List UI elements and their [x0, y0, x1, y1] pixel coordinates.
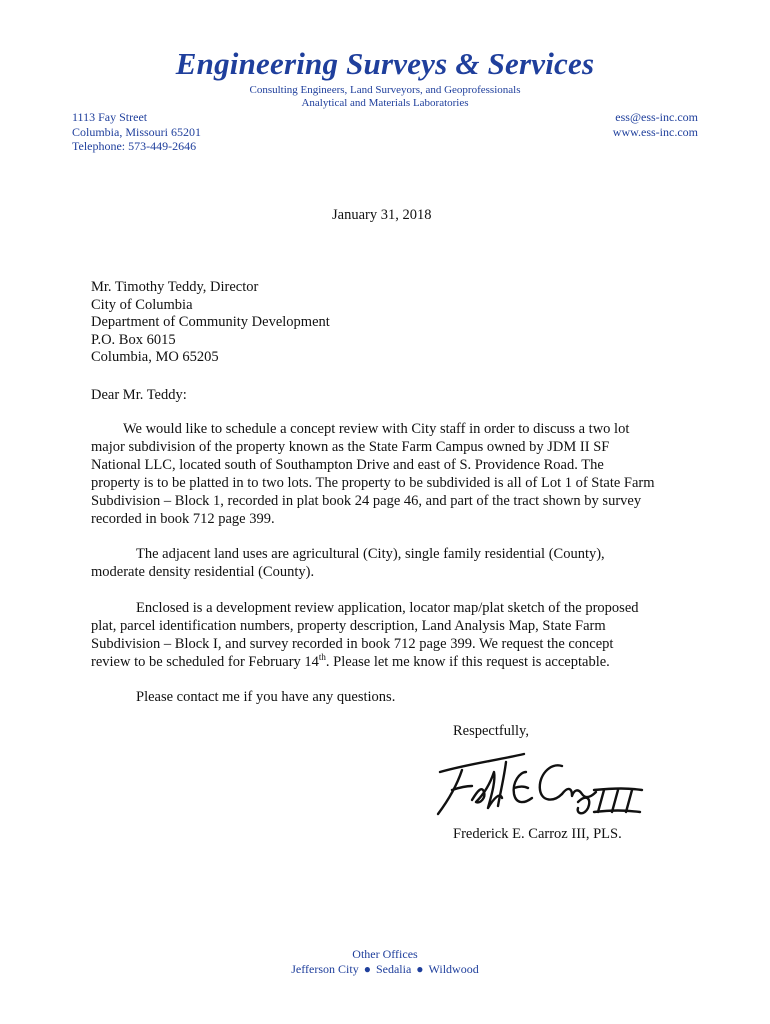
ordinal-suffix: th — [318, 652, 326, 663]
office-wildwood: Wildwood — [428, 962, 479, 976]
text-line-content: The adjacent land uses are agricultural (City), single family residential (County), — [136, 546, 605, 562]
office-sedalia: Sedalia — [375, 962, 412, 976]
recipient-po-box: P.O. Box 6015 — [91, 331, 176, 348]
company-name: Engineering Surveys & Services — [175, 46, 595, 81]
body-paragraph-2 — [91, 545, 691, 581]
text-line: property is to be platted in to two lots. The property to be subdivided is all of Lot 1 of State Farm — [91, 475, 655, 491]
text-line: major subdivision of the property known as the State Farm Campus owned by JDM II SF — [91, 439, 610, 455]
text-line-content: Please contact me if you have any questions. — [136, 689, 396, 705]
recipient-city: Columbia, MO 65205 — [91, 349, 219, 366]
text-line: plat, parcel identification numbers, property description, Land Analysis Map, State Farm — [91, 618, 606, 634]
company-tagline: Consulting Engineers, Land Surveyors, and Geoprofessionals — [249, 84, 521, 96]
bullet-icon: ● — [416, 962, 424, 976]
address-street: 1113 Fay Street — [72, 110, 148, 124]
closing: Respectfully, — [453, 723, 529, 739]
address-city: Columbia, Missouri 65201 — [72, 124, 202, 139]
text-line: moderate density residential (County). — [91, 564, 315, 580]
bullet-icon: ● — [363, 962, 371, 976]
text-line-content: review to be scheduled for February 14 — [91, 654, 319, 670]
text-line: Subdivision – Block I, and survey recorded in book 712 page 399. We request the concept — [91, 636, 614, 652]
recipient-organization: City of Columbia — [91, 296, 193, 313]
footer-title: Other Offices — [352, 947, 418, 961]
recipient-department: Department of Community Development — [91, 314, 330, 331]
company-tagline-labs: Analytical and Materials Laboratories — [301, 97, 469, 109]
letter-date: January 31, 2018 — [332, 207, 432, 223]
text-line-content: . Please let me know if this request is acceptable. — [325, 654, 610, 670]
text-line — [91, 688, 691, 706]
body-paragraph-3 — [91, 599, 691, 671]
recipient-name: Mr. Timothy Teddy, Director — [91, 279, 259, 295]
company-contact — [613, 110, 698, 139]
text-line-content: We would like to schedule a concept review with City staff in order to discuss a two lot — [123, 421, 630, 437]
salutation: Dear Mr. Teddy: — [91, 387, 187, 403]
text-line — [91, 599, 691, 617]
office-jefferson-city: Jefferson City — [291, 962, 359, 976]
text-line: National LLC, located south of Southampton Drive and east of S. Providence Road. The — [91, 457, 604, 473]
recipient-address — [91, 279, 330, 367]
body-paragraph-1 — [91, 420, 691, 528]
signer-name: Frederick E. Carroz III, PLS. — [453, 826, 622, 842]
address-telephone: Telephone: 573-449-2646 — [72, 139, 197, 153]
footer-offices — [0, 962, 770, 977]
text-line — [91, 653, 691, 671]
text-line-content: Enclosed is a development review application, locator map/plat sketch of the proposed — [136, 600, 639, 616]
text-line: Subdivision – Block 1, recorded in plat book 24 page 46, and part of the tract shown by survey — [91, 493, 642, 509]
company-email: ess@ess-inc.com — [615, 110, 698, 124]
text-line: recorded in book 712 page 399. — [91, 511, 275, 527]
handwritten-signature — [428, 742, 648, 822]
body-paragraph-4 — [91, 688, 691, 706]
company-address — [72, 110, 201, 154]
company-website: www.ess-inc.com — [612, 124, 698, 139]
text-line — [91, 545, 691, 563]
text-line — [91, 420, 691, 438]
